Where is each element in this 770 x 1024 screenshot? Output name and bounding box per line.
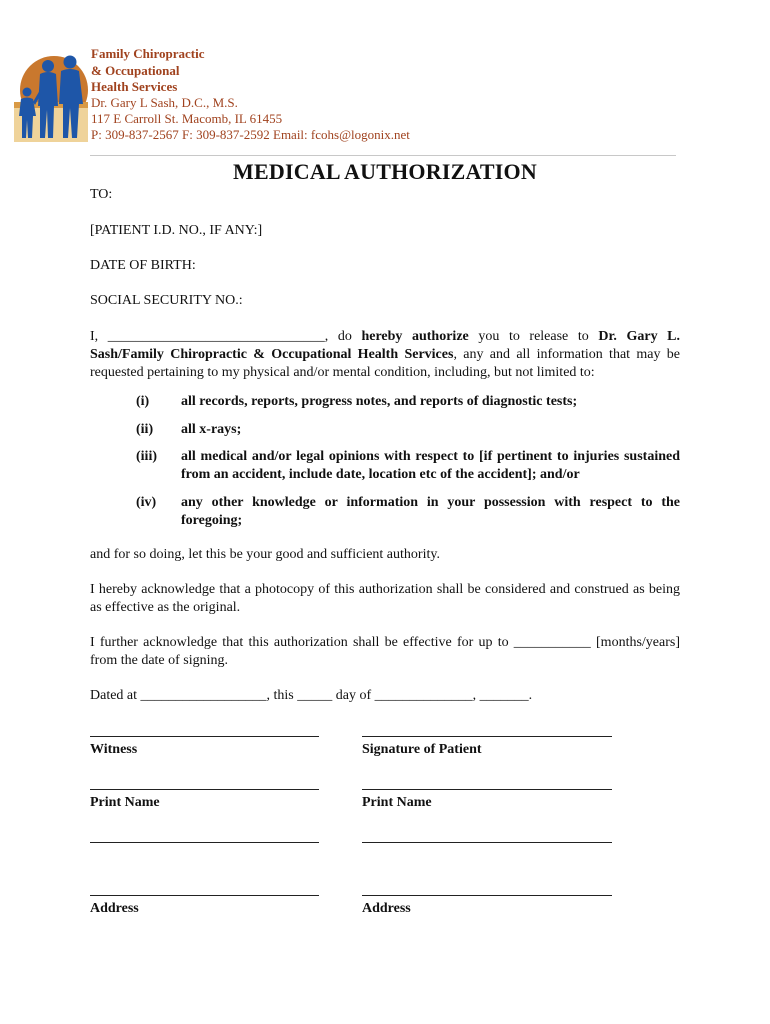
item-number-4: (iv) [136, 495, 157, 510]
org-name-line-2: & Occupational [91, 63, 180, 78]
address-label-right: Address [362, 901, 411, 916]
auth-text-1: I, _______________________________, do [90, 329, 362, 344]
org-contact: P: 309-837-2567 F: 309-837-2592 Email: fcohs@logonix.net [91, 127, 410, 142]
witness-label: Witness [90, 742, 138, 757]
auth-bold-hereby: hereby authorize [361, 329, 469, 344]
item-number-3: (iii) [136, 449, 157, 464]
org-address: 117 E Carroll St. Macomb, IL 61455 [91, 111, 283, 126]
authorization-paragraph [90, 328, 680, 382]
witness-address-line-2[interactable] [90, 895, 319, 896]
field-to: TO: [90, 187, 113, 202]
org-name-line-1: Family Chiropractic [91, 46, 205, 61]
witness-print-name-line[interactable] [90, 789, 319, 790]
document-title: MEDICAL AUTHORIZATION [233, 159, 537, 184]
dated-line: Dated at __________________, this _____ day of ______________, _______. [90, 688, 533, 703]
field-social-security: SOCIAL SECURITY NO.: [90, 293, 243, 308]
patient-print-name-line[interactable] [362, 789, 612, 790]
item-number-2: (ii) [136, 422, 154, 437]
patient-signature-line[interactable] [362, 736, 612, 737]
witness-signature-line[interactable] [90, 736, 319, 737]
print-name-label-left: Print Name [90, 795, 160, 810]
auth-text-2: you to release to [468, 329, 599, 344]
item-text-2: all x-rays; [181, 422, 242, 437]
address-label-left: Address [90, 901, 139, 916]
org-name-line-3: Health Services [91, 79, 178, 94]
print-name-label-right: Print Name [362, 795, 432, 810]
auth-bold-provider: Dr. Gary L. Sash/Family Chiropractic & Occupational Health Services [90, 329, 681, 362]
item-text-3: all medical and/or legal opinions with respect to [if pertinent to injuries sustained from an accident, include date, location etc of the accident]; and/or [181, 449, 680, 482]
signature-of-patient-label: Signature of Patient [362, 742, 482, 757]
field-date-of-birth: DATE OF BIRTH: [90, 258, 196, 273]
field-patient-id: [PATIENT I.D. NO., IF ANY:] [90, 223, 263, 238]
item-text-1: all records, reports, progress notes, and reports of diagnostic tests; [181, 394, 578, 409]
witness-address-line-1[interactable] [90, 842, 319, 843]
patient-address-line-1[interactable] [362, 842, 612, 843]
company-logo [14, 46, 88, 142]
header-divider [90, 155, 676, 156]
authority-paragraph: and for so doing, let this be your good and sufficient authority. [90, 547, 440, 562]
duration-paragraph: I further acknowledge that this authorization shall be effective for up to ___________ [months/years] from the date of signing. [90, 635, 680, 668]
doctor-name: Dr. Gary L Sash, D.C., M.S. [91, 95, 238, 110]
item-number-1: (i) [136, 394, 150, 409]
patient-address-line-2[interactable] [362, 895, 612, 896]
item-text-4: any other knowledge or information in your possession with respect to the foregoing; [181, 495, 680, 528]
auth-text-3: , any and all information that may be requested pertaining to my physical and/or mental condition, including, but not limited to: [90, 347, 680, 380]
photocopy-paragraph: I hereby acknowledge that a photocopy of this authorization shall be considered and construed as being as effective as the original. [90, 582, 680, 615]
